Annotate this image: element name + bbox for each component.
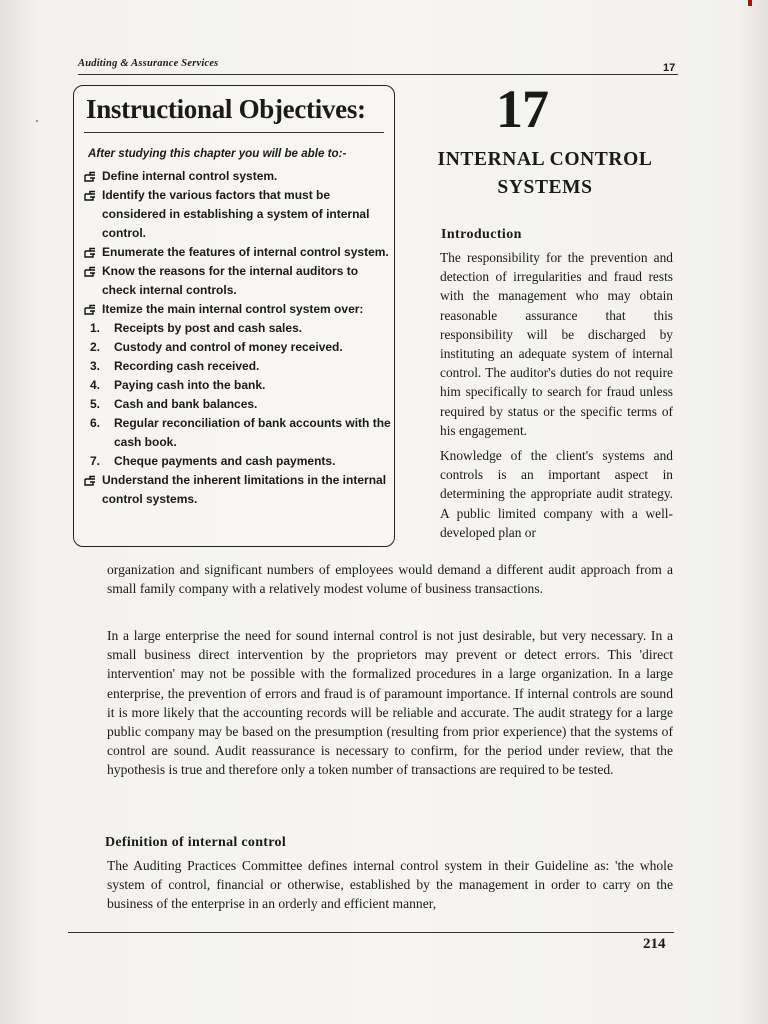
sub-objective-item [84,414,392,452]
sub-objective-item [84,319,392,338]
objective-item [84,243,392,262]
introduction-heading: Introduction [441,227,522,242]
objectives-title: Instructional Objectives: [86,94,366,124]
sub-objective-number: 6. [90,416,101,430]
sub-objective-item [84,376,392,395]
introduction-column [440,248,673,548]
corner-mark [748,0,752,6]
objectives-box [73,85,395,547]
sub-objectives-list [84,319,392,471]
pointing-hand-icon [84,243,102,262]
sub-objective-text: Receipts by post and cash sales. [114,321,303,335]
objectives-intro: After studying this chapter you will be able to:- [88,147,347,160]
chapter-title: INTERNAL CONTROL SYSTEMS [437,149,653,198]
objective-item [84,186,392,243]
objective-text: Itemize the main internal control system over: [102,302,364,316]
sub-objective-number: 3. [90,359,101,373]
objective-text: Define internal control system. [102,169,278,183]
pointing-hand-icon [84,471,102,490]
definition-heading: Definition of internal control [105,835,287,850]
body-paragraph: The Auditing Practices Committee defines internal control system in their Guideline as: 'the whole system of control, financial or otherwise, established by the management in order to carry on the business of the enterprise in an orderly and efficient manner, [107,858,673,912]
header-page-number: 17 [663,62,676,74]
objective-item [84,167,392,186]
sub-objective-item [84,338,392,357]
footer-page-number: 214 [643,936,666,952]
sub-objective-item [84,357,392,376]
objective-text: Identify the various factors that must be considered in establishing a system of internal control. [102,188,370,240]
body-text [107,560,673,608]
introduction-paragraph: Knowledge of the client's systems and controls is an important aspect in determining the appropriate audit strategy. A public limited company with a well-developed plan or [440,448,673,540]
sub-objective-number: 4. [90,378,101,392]
sub-objective-item [84,452,392,471]
objectives-title-rule [84,132,384,133]
body-text [107,856,673,924]
sub-objective-item [84,395,392,414]
running-header: Auditing & Assurance Services [78,58,219,69]
objective-text: Know the reasons for the internal auditors to check internal controls. [102,264,359,297]
sub-objective-text: Paying cash into the bank. [114,378,266,392]
sub-objective-number: 1. [90,321,101,335]
body-paragraph: organization and significant numbers of employees would demand a different audit approach from a small family company with a relatively modest volume of business transactions. [107,562,673,597]
objective-item [84,262,392,300]
objective-text: Understand the inherent limitations in the internal control systems. [102,473,387,506]
sub-objective-number: 5. [90,397,101,411]
pointing-hand-icon [84,262,102,281]
objective-text: Enumerate the features of internal control system. [102,245,389,259]
sub-objective-number: 7. [90,454,101,468]
body-paragraph: In a large enterprise the need for sound internal control is not just desirable, but very necessary. In a small business direct intervention by the proprietors may prevent or detect errors. This 'direct intervention' may not be possible with the formalized procedures in a large organization. In a large enterprise, the prevention of errors and fraud is of paramount importance. If internal controls are sound it is more likely that the accounting records will be reliable and accurate. The audit strategy for a large public company may be based on the presumption (resulting from prior experience) that the systems of control are sound. Audit reassurance is necessary to confirm, for the period under review, that the hypothesis is true and therefore only a token number of transactions are required to be tested. [107,628,673,778]
pointing-hand-icon [84,167,102,186]
header-rule [78,74,678,75]
sub-objective-number: 2. [90,340,101,354]
pointing-hand-icon [84,186,102,205]
sub-objective-text: Regular reconciliation of bank accounts with the cash book. [114,416,391,449]
objective-item [84,300,392,319]
body-text [107,626,673,790]
introduction-paragraph: The responsibility for the prevention and detection of irregularities and fraud rests with the management who may obtain reasonable assurance that this responsibility will be discharged by instituting an adequate system of internal control. The auditor's duties do not require him specifically to search for fraud unless required by status or the specific terms of his engagement. [440,250,673,438]
sub-objective-text: Cash and bank balances. [114,397,258,411]
sub-objective-text: Recording cash received. [114,359,260,373]
pointing-hand-icon [84,300,102,319]
sub-objective-text: Cheque payments and cash payments. [114,454,336,468]
objectives-list [84,167,392,509]
sub-objective-text: Custody and control of money received. [114,340,343,354]
footer-rule [68,932,674,933]
stray-dot [36,120,38,122]
chapter-number: 17 [496,79,548,139]
objective-item [84,471,392,509]
